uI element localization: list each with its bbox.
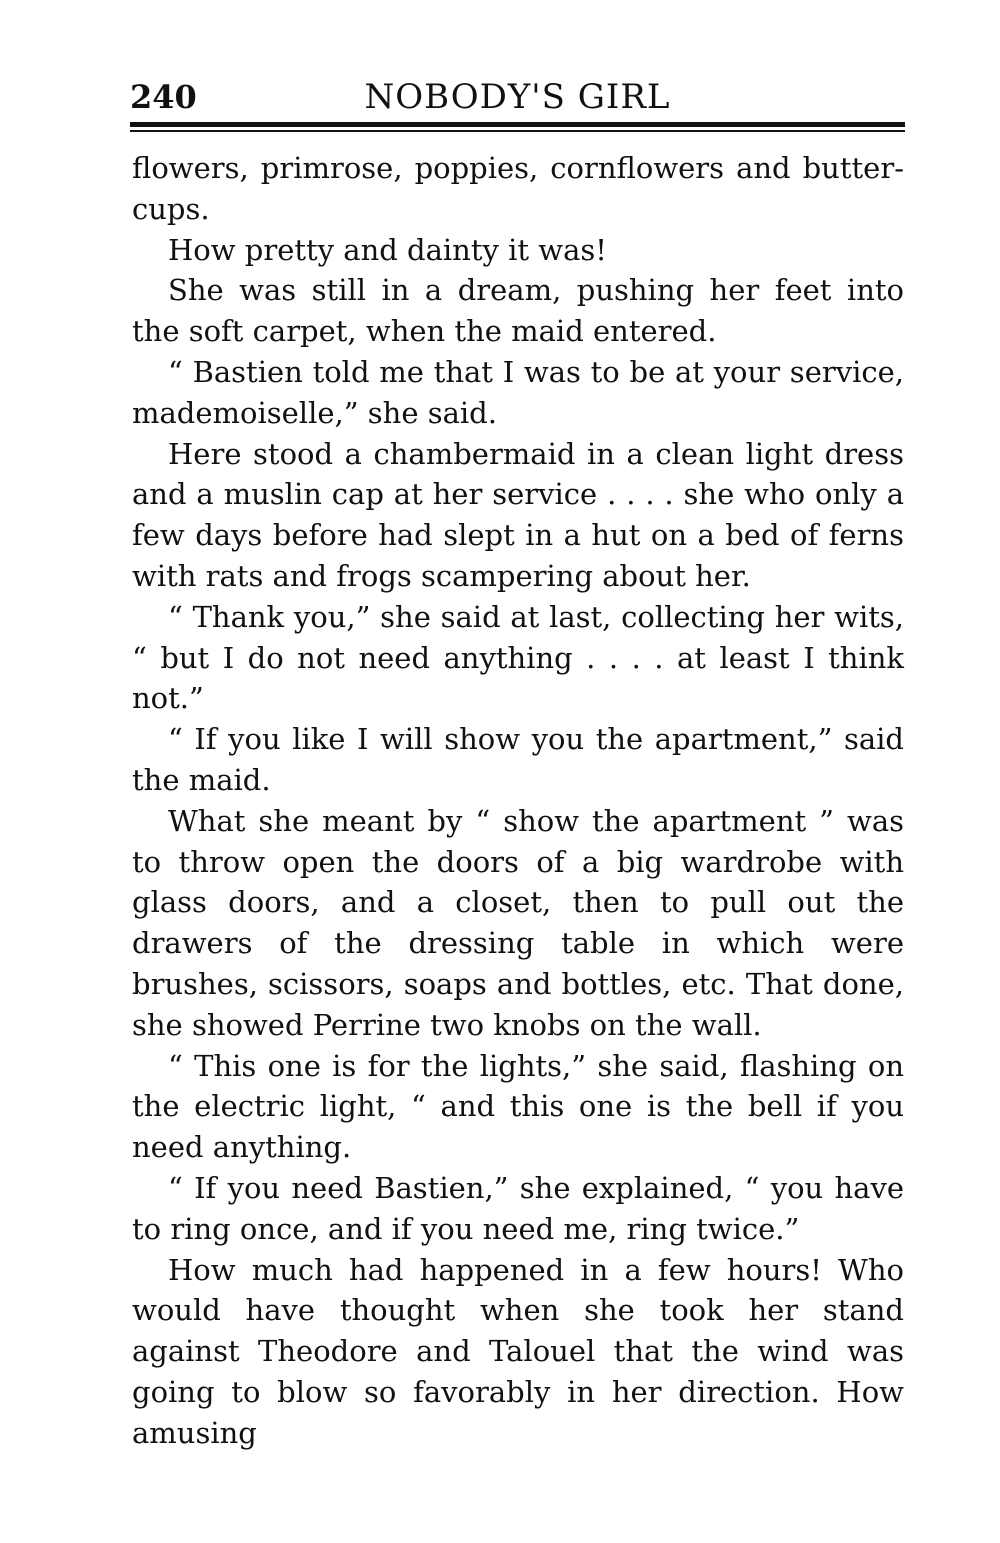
paragraph: “ This one is for the lights,” she said, flashing on the electric light, “ and this one is the bell if you need anything. — [132, 1048, 904, 1165]
paragraph: “ If you need Bastien,” she explained, “ you have to ring once, and if you need me, ring twice.” — [132, 1170, 904, 1246]
page-number: 240 — [130, 78, 197, 116]
paragraph: “ Thank you,” she said at last, collecting her wits, “ but I do not need anything . . . . at least I think not.” — [132, 599, 904, 716]
paragraph: She was still in a dream, pushing her feet into the soft carpet, when the maid entered. — [132, 273, 904, 349]
paragraph-continued: flowers, primrose, poppies, cornflowers and butter-cups. — [132, 151, 904, 226]
header-rule-thick — [130, 122, 905, 127]
paragraph: How pretty and dainty it was! — [168, 232, 607, 267]
header-rule-thin — [130, 130, 905, 132]
paragraph: How much had happened in a few hours! Who would have thought when she took her stand against Theodore and Talouel that the wind was going to blow so favorably in her direction. How amusing — [132, 1252, 904, 1450]
body-text — [132, 148, 904, 1454]
paragraph: What she meant by “ show the apartment ” was to throw open the doors of a big wardrobe with glass doors, and a closet, then to pull out the drawers of the dressing table in which were brushes, scissors, soaps and bottles, etc. That done, she showed Perrine two knobs on the wall. — [132, 803, 904, 1042]
page-header — [130, 72, 905, 122]
paragraph: “ If you like I will show you the apartment,” said the maid. — [132, 722, 904, 797]
paragraph: “ Bastien told me that I was to be at your service, mademoiselle,” she said. — [132, 354, 904, 430]
paragraph: Here stood a chambermaid in a clean light dress and a muslin cap at her service . . . . she who only a few days before had slept in a hut on a bed of ferns with rats and frogs scampering about her. — [132, 436, 904, 593]
running-title: NOBODY'S GIRL — [364, 77, 671, 117]
